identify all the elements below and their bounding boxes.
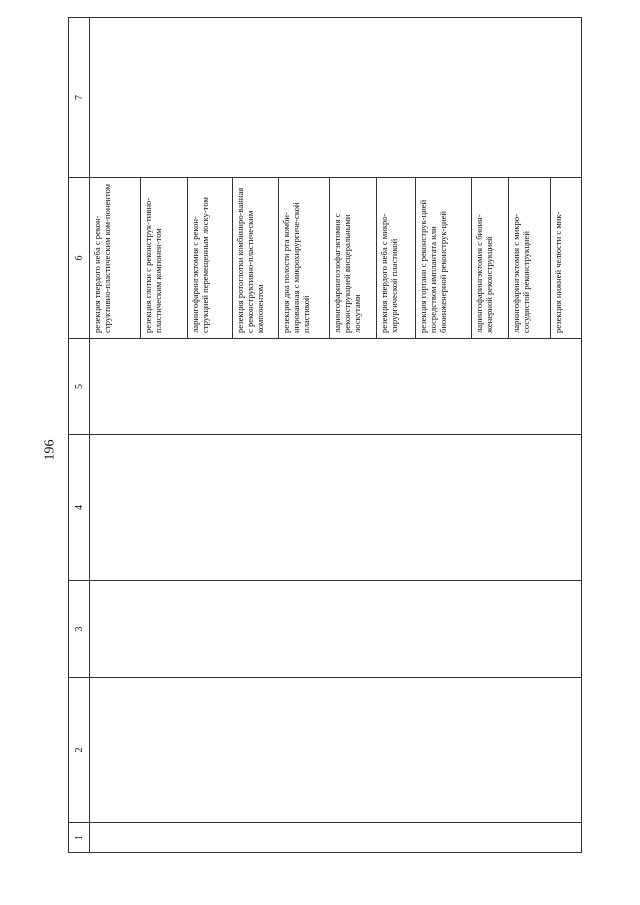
col-header-2: 2: [69, 678, 90, 823]
procedure-item: резекция дна полости рта комби-нированная с микрохирургиче-ской пластикой: [279, 178, 330, 338]
cell-col-6: [90, 178, 582, 339]
col-header-5: 5: [69, 339, 90, 435]
procedure-item: ларингофарингэктомия с микро-сосудистой реконструкцией: [509, 178, 551, 338]
page-number-text: 196: [42, 439, 57, 461]
procedure-item: резекция твердого неба с микро-хирургической пластикой: [377, 178, 416, 338]
table-row: [90, 18, 582, 853]
cell-col-7: [90, 18, 582, 178]
header-row: [69, 18, 90, 853]
procedure-item: резекция глотки с реконструк-тивно-пластическим компонен-том: [141, 178, 188, 338]
col-header-7: 7: [69, 18, 90, 178]
procedure-item: резекция ротоглотки комбиниро-ванная с реконструктивно-пластическим компонентом: [233, 178, 279, 338]
col-header-4: 4: [69, 435, 90, 581]
cell-col-2: [90, 678, 582, 823]
col-header-6: 6: [69, 178, 90, 339]
procedure-item: резекция твердого неба с рекон-структивно-пластическим ком-понентом: [90, 178, 141, 338]
procedure-item: ларингофарингоэзофагэктомия с реконструкцией висцеральными лоскутами: [330, 178, 377, 338]
col-header-1: 1: [69, 823, 90, 853]
procedure-list: [90, 178, 581, 338]
procedure-item: резекция нижней челюсти с мик-: [553, 211, 563, 333]
rotated-table-wrapper: [68, 18, 580, 853]
procedure-table: [68, 17, 582, 853]
cell-col-1: [90, 823, 582, 853]
procedure-item: резекция гортани с реконструк-цией посредством имплантата или биоинженерной реконструк-цией: [416, 178, 472, 338]
page-number: [38, 430, 62, 470]
cell-col-5: [90, 339, 582, 435]
cell-col-4: [90, 435, 582, 581]
col-header-3: 3: [69, 581, 90, 678]
procedure-item: ларингофарингэктомия с биоин-женерной реконструкцией: [472, 178, 509, 338]
procedure-item: ларингофарингэктомия с рекон-струкцией перемещенным лоску-том: [188, 178, 233, 338]
cell-col-3: [90, 581, 582, 678]
